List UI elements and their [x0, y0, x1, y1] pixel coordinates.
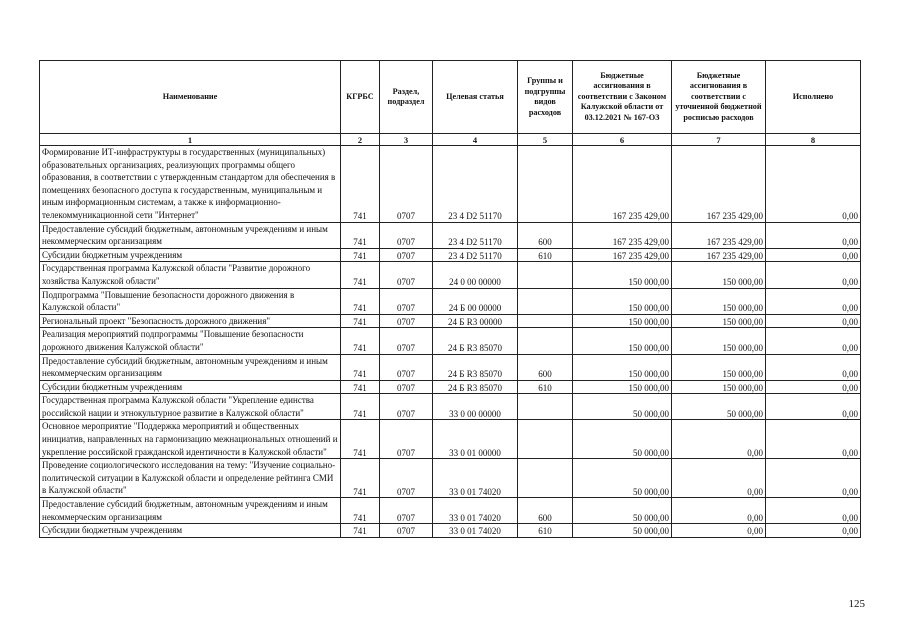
table-body: [40, 146, 861, 538]
cell-revised-allocation: 167 235 429,00: [672, 146, 766, 223]
cell-group: 600: [518, 354, 573, 380]
cell-name: Субсидии бюджетным учреждениям: [40, 524, 341, 538]
cell-section: 0707: [380, 146, 433, 223]
cell-law-allocation: 150 000,00: [573, 380, 672, 394]
cell-kgrbs: 741: [341, 248, 380, 262]
table-row: [40, 420, 861, 459]
cell-group: [518, 328, 573, 354]
cell-target: 24 Б R3 85070: [433, 380, 518, 394]
cell-section: 0707: [380, 420, 433, 459]
budget-table: [39, 60, 861, 538]
column-number-row: [40, 134, 861, 146]
cell-group: [518, 314, 573, 328]
header-group: Группы и подгруппы видов расходов: [518, 61, 573, 134]
cell-revised-allocation: 0,00: [672, 498, 766, 524]
cell-section: 0707: [380, 262, 433, 288]
cell-kgrbs: 741: [341, 459, 380, 498]
cell-section: 0707: [380, 459, 433, 498]
cell-executed: 0,00: [766, 380, 861, 394]
cell-executed: 0,00: [766, 262, 861, 288]
cell-executed: 0,00: [766, 146, 861, 223]
cell-kgrbs: 741: [341, 394, 380, 420]
cell-group: [518, 420, 573, 459]
cell-executed: 0,00: [766, 222, 861, 248]
cell-law-allocation: 50 000,00: [573, 498, 672, 524]
cell-group: [518, 459, 573, 498]
cell-executed: 0,00: [766, 394, 861, 420]
cell-revised-allocation: 0,00: [672, 420, 766, 459]
cell-executed: 0,00: [766, 498, 861, 524]
cell-law-allocation: 50 000,00: [573, 524, 672, 538]
cell-group: 610: [518, 524, 573, 538]
cell-section: 0707: [380, 394, 433, 420]
cell-kgrbs: 741: [341, 328, 380, 354]
cell-name: Региональный проект "Безопасность дорожного движения": [40, 314, 341, 328]
cell-name: Реализация мероприятий подпрограммы "Повышение безопасности дорожного движения Калужской области": [40, 328, 341, 354]
cell-revised-allocation: 167 235 429,00: [672, 248, 766, 262]
table-row: [40, 328, 861, 354]
cell-target: 23 4 D2 51170: [433, 222, 518, 248]
cell-revised-allocation: 150 000,00: [672, 328, 766, 354]
cell-kgrbs: 741: [341, 524, 380, 538]
cell-name: Основное мероприятие "Поддержка мероприятий и общественных инициатив, направленных на гармонизацию межнациональных отношений и укрепление российской гражданской идентичности в Калужской области": [40, 420, 341, 459]
cell-group: 610: [518, 380, 573, 394]
cell-kgrbs: 741: [341, 262, 380, 288]
header-revised-allocation: Бюджетные ассигнования в соответствии с уточненной бюджетной росписью расходов: [672, 61, 766, 134]
cell-group: 610: [518, 248, 573, 262]
cell-group: [518, 262, 573, 288]
table-row: [40, 524, 861, 538]
table-row: [40, 380, 861, 394]
header-target: Целевая статья: [433, 61, 518, 134]
cell-group: [518, 394, 573, 420]
table-row: [40, 459, 861, 498]
column-number: 3: [380, 134, 433, 146]
cell-kgrbs: 741: [341, 288, 380, 314]
cell-target: 33 0 00 00000: [433, 394, 518, 420]
cell-executed: 0,00: [766, 354, 861, 380]
cell-name: Государственная программа Калужской области "Развитие дорожного хозяйства Калужской области": [40, 262, 341, 288]
cell-executed: 0,00: [766, 314, 861, 328]
header-name: Наименование: [40, 61, 341, 134]
column-number: 1: [40, 134, 341, 146]
table-row: [40, 288, 861, 314]
cell-section: 0707: [380, 354, 433, 380]
cell-name: Государственная программа Калужской области "Укрепление единства российской нации и этнокультурное развитие в Калужской области": [40, 394, 341, 420]
cell-section: 0707: [380, 248, 433, 262]
cell-target: 33 0 01 74020: [433, 459, 518, 498]
cell-target: 23 4 D2 51170: [433, 146, 518, 223]
cell-law-allocation: 150 000,00: [573, 262, 672, 288]
cell-executed: 0,00: [766, 524, 861, 538]
column-number: 2: [341, 134, 380, 146]
cell-section: 0707: [380, 380, 433, 394]
page-number: 125: [848, 598, 865, 610]
cell-target: 24 0 00 00000: [433, 262, 518, 288]
column-number: 8: [766, 134, 861, 146]
cell-revised-allocation: 167 235 429,00: [672, 222, 766, 248]
cell-target: 33 0 01 74020: [433, 524, 518, 538]
cell-target: 33 0 01 74020: [433, 498, 518, 524]
cell-executed: 0,00: [766, 328, 861, 354]
cell-target: 24 Б R3 00000: [433, 314, 518, 328]
cell-name: Подпрограмма "Повышение безопасности дорожного движения в Калужской области": [40, 288, 341, 314]
cell-law-allocation: 150 000,00: [573, 354, 672, 380]
cell-name: Предоставление субсидий бюджетным, автономным учреждениям и иным некоммерческим организациям: [40, 498, 341, 524]
cell-kgrbs: 741: [341, 380, 380, 394]
cell-law-allocation: 50 000,00: [573, 420, 672, 459]
cell-section: 0707: [380, 328, 433, 354]
table-row: [40, 498, 861, 524]
cell-revised-allocation: 150 000,00: [672, 380, 766, 394]
cell-kgrbs: 741: [341, 146, 380, 223]
table-row: [40, 354, 861, 380]
cell-revised-allocation: 150 000,00: [672, 354, 766, 380]
table-row: [40, 394, 861, 420]
table-row: [40, 222, 861, 248]
cell-name: Формирование ИТ-инфраструктуры в государственных (муниципальных) образовательных организациях, реализующих программы общего образования, в соответствии с утвержденным стандартом для обеспечения в помещениях безопасного доступа к государственным, муниципальным и иным информационным системам, а также к информационно-телекоммуникационной сети "Интернет": [40, 146, 341, 223]
column-number: 6: [573, 134, 672, 146]
cell-law-allocation: 167 235 429,00: [573, 146, 672, 223]
cell-revised-allocation: 150 000,00: [672, 314, 766, 328]
cell-kgrbs: 741: [341, 420, 380, 459]
budget-table-container: [39, 60, 860, 538]
table-row: [40, 146, 861, 223]
column-number: 7: [672, 134, 766, 146]
table-row: [40, 262, 861, 288]
cell-name: Предоставление субсидий бюджетным, автономным учреждениям и иным некоммерческим организациям: [40, 354, 341, 380]
cell-group: 600: [518, 498, 573, 524]
header-kgrbs: КГРБС: [341, 61, 380, 134]
cell-name: Субсидии бюджетным учреждениям: [40, 248, 341, 262]
cell-target: 23 4 D2 51170: [433, 248, 518, 262]
header-section: Раздел, подраздел: [380, 61, 433, 134]
cell-revised-allocation: 0,00: [672, 524, 766, 538]
cell-name: Субсидии бюджетным учреждениям: [40, 380, 341, 394]
cell-section: 0707: [380, 524, 433, 538]
header-row: [40, 61, 861, 134]
cell-law-allocation: 150 000,00: [573, 328, 672, 354]
cell-kgrbs: 741: [341, 354, 380, 380]
column-number: 4: [433, 134, 518, 146]
cell-target: 24 Б R3 85070: [433, 354, 518, 380]
cell-revised-allocation: 150 000,00: [672, 262, 766, 288]
cell-executed: 0,00: [766, 288, 861, 314]
cell-section: 0707: [380, 498, 433, 524]
cell-law-allocation: 50 000,00: [573, 459, 672, 498]
cell-section: 0707: [380, 222, 433, 248]
column-number: 5: [518, 134, 573, 146]
cell-revised-allocation: 50 000,00: [672, 394, 766, 420]
cell-section: 0707: [380, 314, 433, 328]
table-row: [40, 248, 861, 262]
cell-law-allocation: 150 000,00: [573, 314, 672, 328]
cell-revised-allocation: 150 000,00: [672, 288, 766, 314]
cell-group: 600: [518, 222, 573, 248]
cell-executed: 0,00: [766, 420, 861, 459]
cell-executed: 0,00: [766, 459, 861, 498]
header-executed: Исполнено: [766, 61, 861, 134]
cell-target: 24 Б 00 00000: [433, 288, 518, 314]
cell-kgrbs: 741: [341, 314, 380, 328]
cell-name: Проведение социологического исследования на тему: "Изучение социально-политической ситуации в Калужской области и определение рейтинга СМИ в Калужской области": [40, 459, 341, 498]
cell-kgrbs: 741: [341, 222, 380, 248]
cell-target: 33 0 01 00000: [433, 420, 518, 459]
header-law-allocation: Бюджетные ассигнования в соответствии с Законом Калужской области от 03.12.2021 № 167-ОЗ: [573, 61, 672, 134]
cell-executed: 0,00: [766, 248, 861, 262]
cell-revised-allocation: 0,00: [672, 459, 766, 498]
cell-kgrbs: 741: [341, 498, 380, 524]
cell-law-allocation: 167 235 429,00: [573, 222, 672, 248]
cell-section: 0707: [380, 288, 433, 314]
cell-law-allocation: 167 235 429,00: [573, 248, 672, 262]
cell-group: [518, 288, 573, 314]
cell-group: [518, 146, 573, 223]
cell-target: 24 Б R3 85070: [433, 328, 518, 354]
cell-name: Предоставление субсидий бюджетным, автономным учреждениям и иным некоммерческим организациям: [40, 222, 341, 248]
table-row: [40, 314, 861, 328]
cell-law-allocation: 50 000,00: [573, 394, 672, 420]
cell-law-allocation: 150 000,00: [573, 288, 672, 314]
